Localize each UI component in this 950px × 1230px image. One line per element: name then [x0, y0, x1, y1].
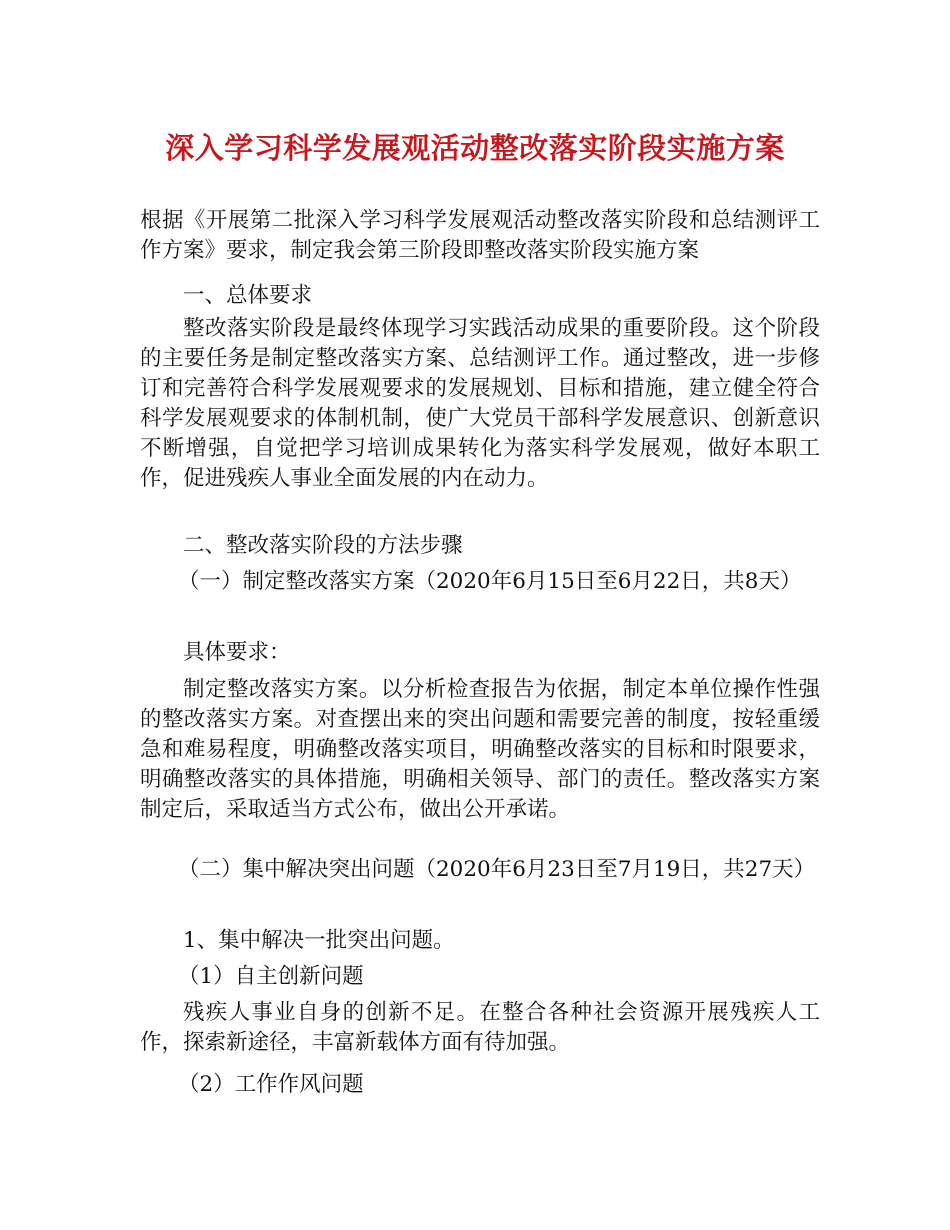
innovation-paragraph: 残疾人事业自身的创新不足。在整合各种社会资源开展残疾人工作，探索新途径，丰富新载体方面有待加强。: [140, 1000, 820, 1055]
intro-paragraph: 根据《开展第二批深入学习科学发展观活动整改落实阶段和总结测评工作方案》要求，制定我会第三阶段即整改落实阶段实施方案: [140, 208, 820, 263]
specific-requirements-label: 具体要求：: [183, 640, 291, 665]
general-requirements-paragraph: 整改落实阶段是最终体现学习实践活动成果的重要阶段。这个阶段的主要任务是制定整改落实方案、总结测评工作。通过整改，进一步修订和完善符合科学发展观要求的发展规划、目标和措施，建立健全符合科学发展观要求的体制机制，使广大党员干部科学发展意识、创新意识不断增强，自觉把学习培训成果转化为落实科学发展观，做好本职工作，促进残疾人事业全面发展的内在动力。: [140, 316, 820, 491]
document-title: 深入学习科学发展观活动整改落实阶段实施方案: [165, 131, 785, 165]
subitem-work-style-heading: （2）工作作风问题: [178, 1072, 364, 1097]
section-heading-method-steps: 二、整改落实阶段的方法步骤: [183, 533, 463, 558]
step-two-heading: （二）集中解决突出问题（2020年6月23日至7月19日，共27天）: [178, 857, 816, 882]
subitem-innovation-heading: （1）自主创新问题: [178, 964, 364, 989]
item-one-heading: 1、集中解决一批突出问题。: [183, 928, 455, 953]
section-heading-general-requirements: 一、总体要求: [183, 283, 313, 308]
step-one-heading: （一）制定整改落实方案（2020年6月15日至6月22日，共8天）: [178, 569, 802, 594]
step-one-paragraph: 制定整改落实方案。以分析检查报告为依据，制定本单位操作性强的整改落实方案。对查摆出来的突出问题和需要完善的制度，按轻重缓急和难易程度，明确整改落实项目，明确整改落实的目标和时限要求，明确整改落实的具体措施，明确相关领导、部门的责任。整改落实方案制定后，采取适当方式公布，做出公开承诺。: [140, 677, 820, 822]
